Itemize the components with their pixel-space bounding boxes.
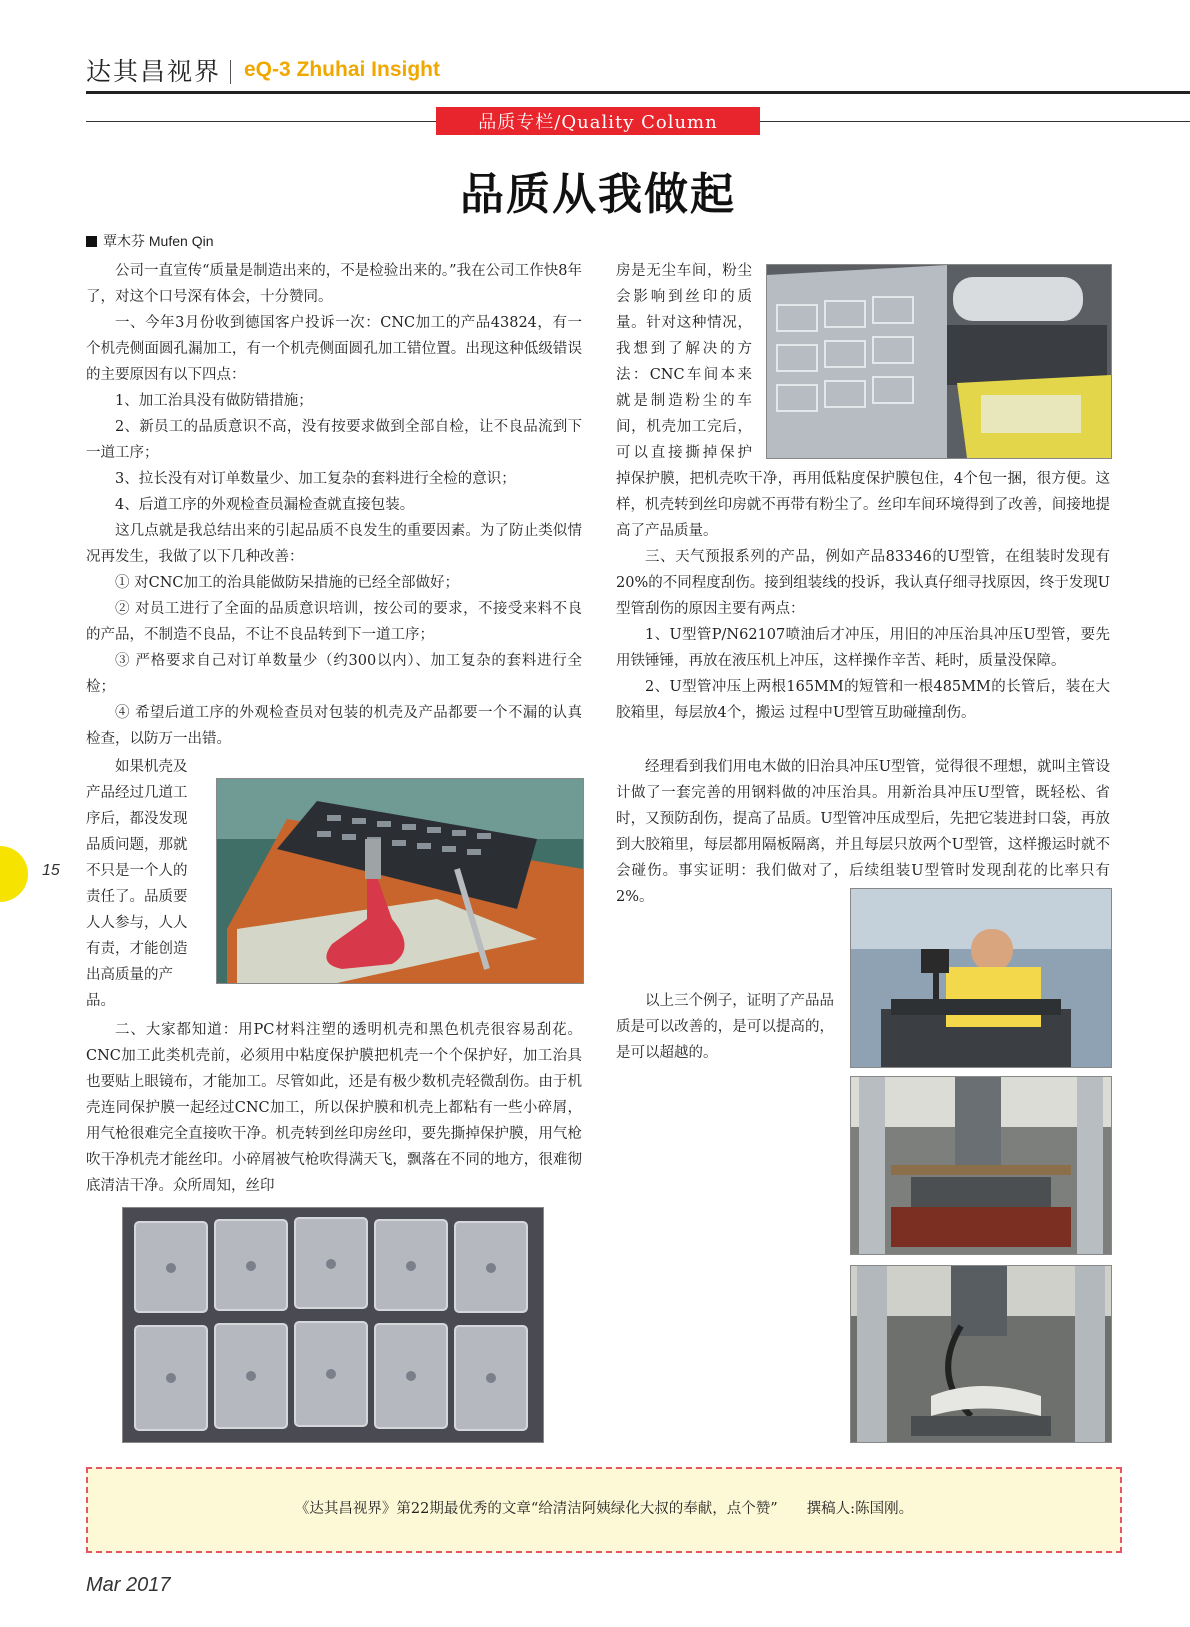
paragraph: ① 对CNC加工的治具能做防呆措施的已经全部做好； — [115, 575, 459, 591]
right-column-main — [616, 466, 1110, 726]
issue-date: Mar 2017 — [86, 1574, 171, 1596]
author-byline — [86, 231, 213, 251]
note-text: 《达其昌视界》第22期最优秀的文章“给清洁阿姨绿化大叔的奉献，点个赞” 撰稿人:陈国刚。 — [294, 1501, 914, 1517]
right-column-narrow — [616, 258, 752, 466]
page-marker-dot — [0, 846, 28, 902]
header-rule — [86, 91, 1190, 94]
paragraph: 二、大家都知道：用PC材料注塑的透明机壳和黑色机壳很容易刮花。CNC加工此类机壳前，必须用中粘度保护膜把机壳一个个保护好，加工治具也要贴上眼镜布，才能加工。尽管如此，还是有极少数机壳轻微刮伤。由于机壳连同保护膜一起经过CNC加工，所以保护膜和机壳上都粘有一些小碎屑，用气枪很难完全直接吹干净。机壳转到丝印房丝印，要先撕掉保护膜，用气枪吹干净机壳才能丝印。小碎屑被气枪吹得满天飞，飘落在不同的地方，很难彻底清洁干净。众所周知，丝印 — [86, 1022, 582, 1194]
press-machine-photo-1 — [850, 1076, 1112, 1255]
worker-photo — [850, 888, 1112, 1068]
paragraph: 以上三个例子，证明了产品品质是可以改善的，是可以提高的，是可以超越的。 — [616, 993, 834, 1061]
paragraph: 2、U型管冲压上两根165MM的短管和一根485MM的长管后，装在大胶箱里，每层放4个，搬运 过程中U型管互助碰撞刮伤。 — [616, 679, 1110, 721]
cnc-fixture-photo — [216, 778, 584, 984]
paragraph-continued: 掉保护膜，把机壳吹干净，再用低粘度保护膜包住，4个包一捆，很方便。这样，机壳转到丝印房就不再带有粉尘了。丝印车间环境得到了改善，间接地提高了产品质量。 — [616, 471, 1110, 539]
transparent-housings-photo — [122, 1207, 544, 1443]
left-column-bottom — [86, 1017, 582, 1199]
paragraph: 房是无尘车间，粉尘会影响到丝印的质量。针对这种情况，我想到了解决的方法：CNC车间本来就是制造粉尘的车间，机壳加工完后，可以直接撕掉保护 — [616, 263, 752, 461]
paragraph: 经理看到我们用电木做的旧治具冲压U型管，觉得很不理想，就叫主管设计做了一套完善的用钢料做的冲压治具。用新治具冲压U型管，既轻松、省时，又预防刮伤，提高了品质。U型管冲压成型后，先把它装进封口袋，再放到大胶箱里，每层都用隔板隔离，并且每层只放两个U型管，这样搬运时就不会碰伤。事实证明：我们做对了，后续组装U型管时发现刮花的比率只有2%。 — [616, 759, 1110, 905]
film-wrapping-photo — [766, 264, 1112, 459]
byline-square-icon — [86, 236, 97, 247]
paragraph: 4、后道工序的外观检查员漏检查就直接包装。 — [115, 497, 415, 513]
article-title: 品质从我做起 — [460, 169, 736, 220]
header-separator — [230, 60, 231, 84]
author-name: 覃木芬 Mufen Qin — [103, 233, 214, 249]
paragraph: 1、U型管P/N62107喷油后才冲压，用旧的冲压治具冲压U型管，要先用铁锤锤，再放在液压机上冲压，这样操作辛苦、耗时，质量没保障。 — [616, 627, 1110, 669]
left-column-top — [86, 258, 582, 752]
paragraph: 三、天气预报系列的产品，例如产品83346的U型管，在组装时发现有20%的不同程度刮伤。接到组装线的投诉，我认真仔细寻找原因，终于发现U型管刮伤的原因主要有两点： — [616, 549, 1110, 617]
paragraph: 如果机壳及产品经过几道工序后，都没发现品质问题，那就不只是一个人的责任了。品质要人人参与，人人有责，才能创造出高质量的产品。 — [86, 759, 188, 1009]
paragraph: 一、今年3月份收到德国客户投诉一次：CNC加工的产品43824，有一个机壳侧面圆孔漏加工，有一个机壳侧面圆孔加工错位置。出现这种低级错误的主要原因有以下四点： — [86, 315, 582, 383]
magazine-title-cn: 达其昌视界 — [86, 57, 222, 86]
paragraph: 2、新员工的品质意识不高，没有按要求做到全部自检，让不良品流到下一道工序； — [86, 419, 582, 461]
right-column-conclusion — [616, 988, 834, 1066]
paragraph: 3、拉长没有对订单数量少、加工复杂的套料进行全检的意识； — [115, 471, 516, 487]
page-number: 15 — [42, 862, 60, 879]
press-machine-photo-2 — [850, 1265, 1112, 1443]
magazine-title-en: eQ-3 Zhuhai Insight — [244, 58, 441, 81]
left-column-narrow — [86, 754, 201, 1014]
paragraph: 1、加工治具没有做防错措施； — [115, 393, 313, 409]
column-tag: 品质专栏/Quality Column — [436, 107, 760, 135]
paragraph: ② 对员工进行了全面的品质意识培训，按公司的要求，不接受来料不良的产品，不制造不良品，不让不良品转到下一道工序； — [86, 601, 582, 643]
paragraph: 公司一直宣传“质量是制造出来的，不是检验出来的。”我在公司工作快8年了，对这个口号深有体会，十分赞同。 — [86, 263, 582, 305]
paragraph: ③ 严格要求自己对订单数量少（约300以内）、加工复杂的套料进行全检； — [86, 653, 582, 695]
paragraph: 这几点就是我总结出来的引起品质不良发生的重要因素。为了防止类似情况再发生，我做了以下几种改善： — [86, 523, 582, 565]
paragraph: ④ 希望后道工序的外观检查员对包装的机壳及产品都要一个不漏的认真检查，以防万一出错。 — [86, 705, 582, 747]
